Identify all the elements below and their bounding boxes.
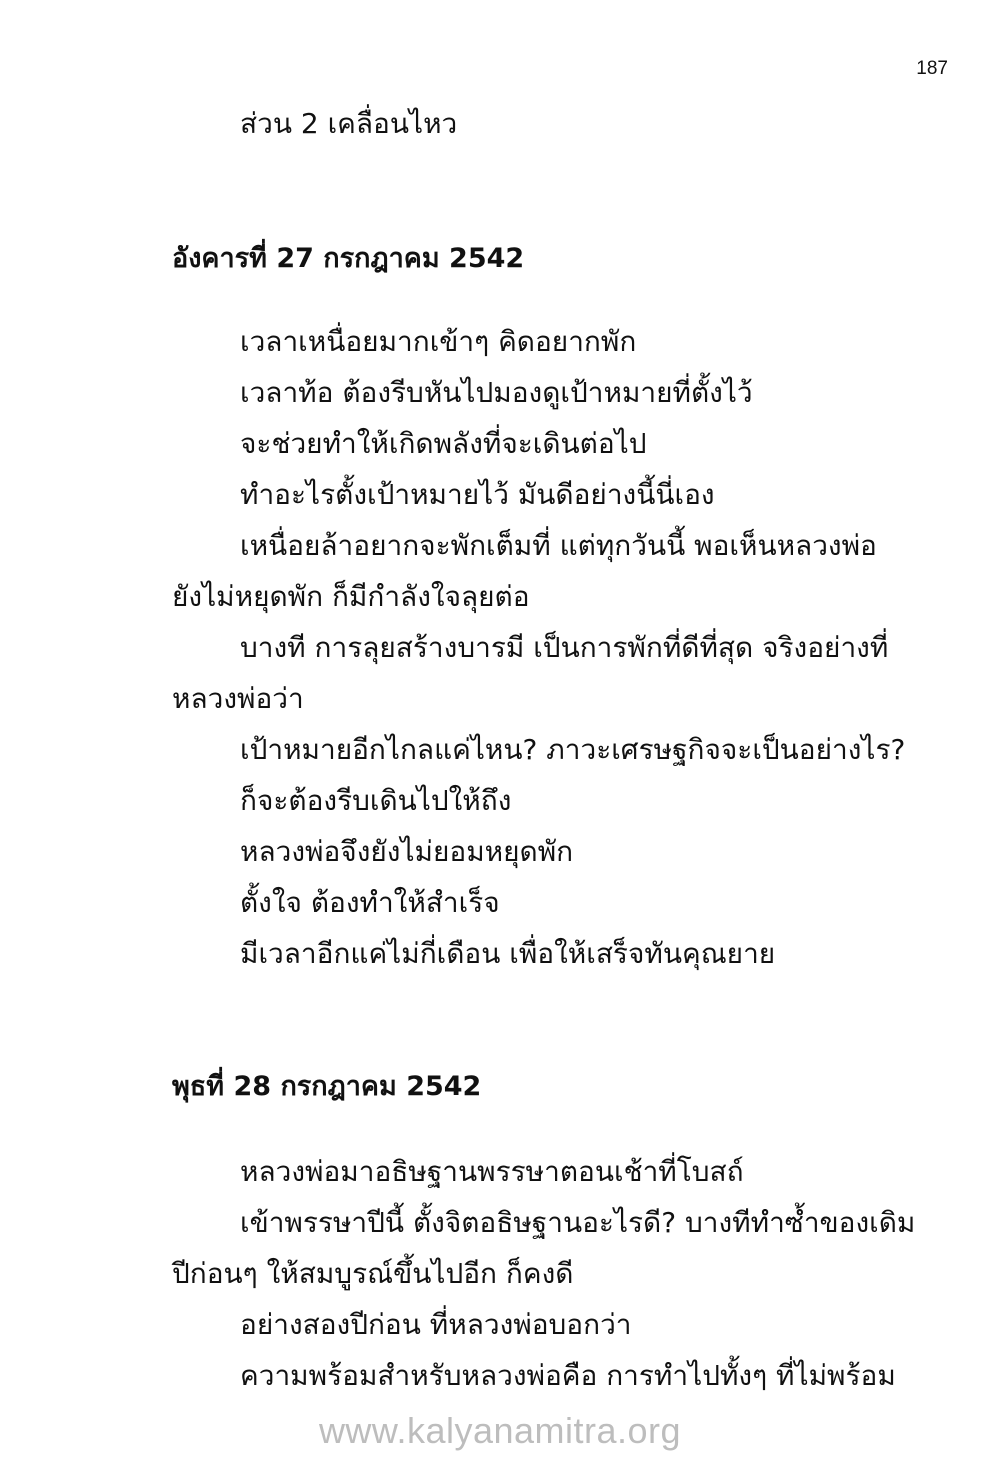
text-line: เข้าพรรษาปีนี้ ตั้งจิตอธิษฐานอะไรดี? บางทีทำซ้ำของเดิม: [240, 1206, 916, 1239]
text-line: หลวงพ่อจึงยังไม่ยอมหยุดพัก: [240, 835, 574, 868]
entry-heading-date: อังคารที่ 27 กรกฎาคม 2542: [172, 243, 525, 274]
text-line: ความพร้อมสำหรับหลวงพ่อคือ การทำไปทั้งๆ ที่ไม่พร้อม: [240, 1359, 896, 1392]
text-line: บางที การลุยสร้างบารมี เป็นการพักที่ดีที่สุด จริงอย่างที่: [240, 631, 889, 664]
entry-body: [172, 316, 906, 979]
text-line: ทำอะไรตั้งเป้าหมายไว้ มันดีอย่างนี้นี่เอง: [240, 478, 715, 511]
watermark-url: www.kalyanamitra.org: [318, 1410, 682, 1451]
text-line: จะช่วยทำให้เกิดพลังที่จะเดินต่อไป: [240, 427, 647, 460]
text-line: อย่างสองปีก่อน ที่หลวงพ่อบอกว่า: [240, 1308, 632, 1341]
text-line: ตั้งใจ ต้องทำให้สำเร็จ: [240, 886, 500, 919]
text-line: เวลาเหนื่อยมากเข้าๆ คิดอยากพัก: [240, 325, 637, 358]
text-line: ปีก่อนๆ ให้สมบูรณ์ขึ้นไปอีก ก็คงดี: [172, 1257, 574, 1290]
page-number: 187: [916, 58, 948, 79]
text-line: ก็จะต้องรีบเดินไปให้ถึง: [240, 784, 512, 817]
text-line: มีเวลาอีกแค่ไม่กี่เดือน เพื่อให้เสร็จทันคุณยาย: [240, 937, 776, 970]
text-line: หลวงพ่อว่า: [172, 682, 304, 715]
text-line: เหนื่อยล้าอยากจะพักเต็มที่ แต่ทุกวันนี้ พอเห็นหลวงพ่อ: [240, 529, 877, 562]
text-line: ยังไม่หยุดพัก ก็มีกำลังใจลุยต่อ: [172, 580, 530, 613]
entry-heading-date: พุธที่ 28 กรกฎาคม 2542: [172, 1071, 482, 1102]
section-title: ส่วน 2 เคลื่อนไหว: [240, 107, 458, 140]
entry-body: [172, 1146, 916, 1401]
text-line: เป้าหมายอีกไกลแค่ไหน? ภาวะเศรษฐกิจจะเป็นอย่างไร?: [240, 733, 906, 766]
text-line: เวลาท้อ ต้องรีบหันไปมองดูเป้าหมายที่ตั้งไว้: [240, 376, 753, 409]
text-line: หลวงพ่อมาอธิษฐานพรรษาตอนเช้าที่โบสถ์: [240, 1155, 744, 1188]
